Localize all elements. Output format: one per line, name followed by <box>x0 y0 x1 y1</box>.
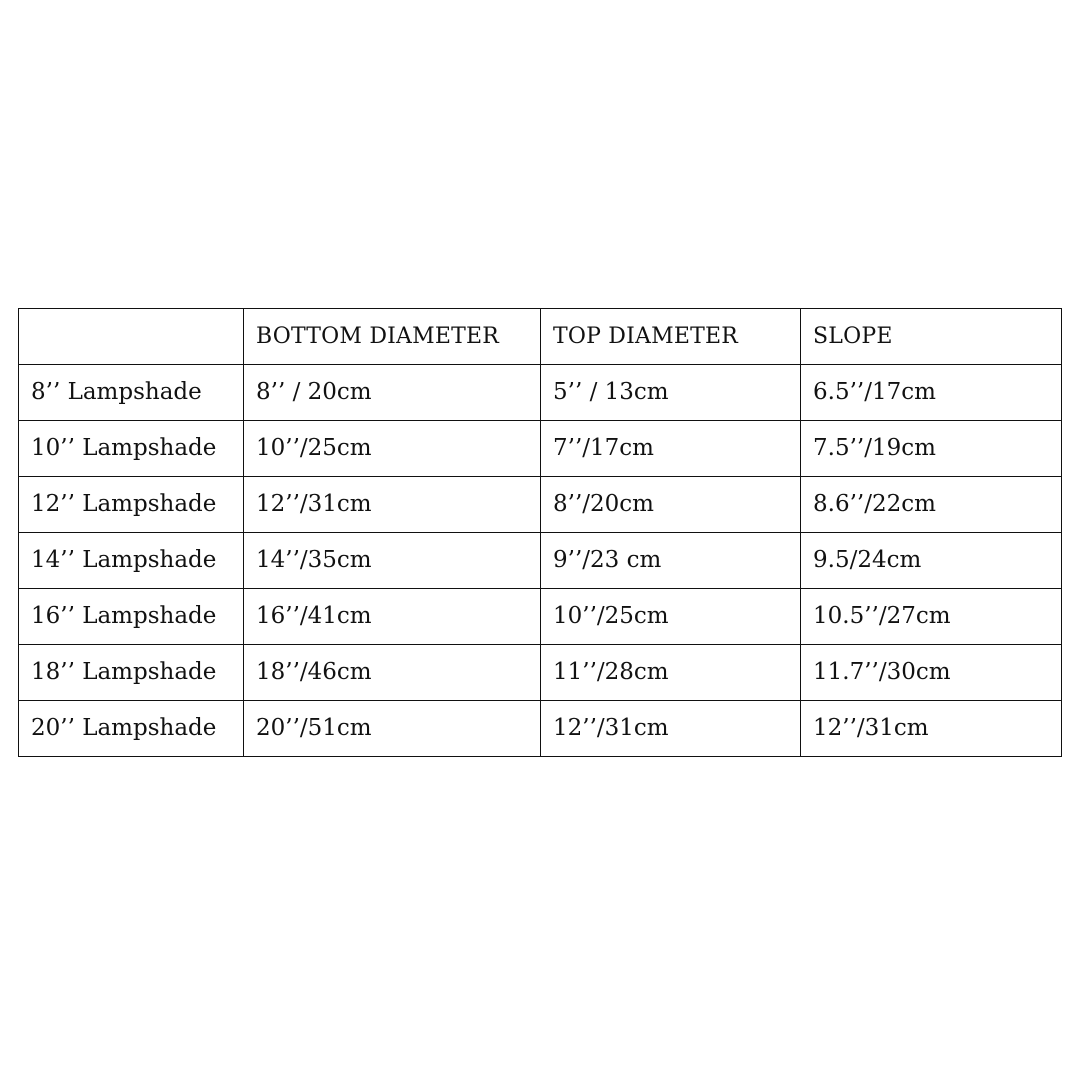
top-diameter-cell: 5’’ / 13cm <box>541 365 801 421</box>
row-label-cell: 14’’ Lampshade <box>19 533 244 589</box>
row-label-cell: 10’’ Lampshade <box>19 421 244 477</box>
header-cell-top-diameter: TOP DIAMETER <box>541 309 801 365</box>
row-label-cell: 16’’ Lampshade <box>19 589 244 645</box>
table-row <box>19 645 1062 701</box>
table-row <box>19 421 1062 477</box>
lampshade-size-table <box>18 308 1062 757</box>
slope-cell: 6.5’’/17cm <box>801 365 1062 421</box>
top-diameter-cell: 12’’/31cm <box>541 701 801 757</box>
row-label-cell: 18’’ Lampshade <box>19 645 244 701</box>
top-diameter-cell: 11’’/28cm <box>541 645 801 701</box>
bottom-diameter-cell: 10’’/25cm <box>244 421 541 477</box>
table-header-row <box>19 309 1062 365</box>
row-label-cell: 8’’ Lampshade <box>19 365 244 421</box>
header-cell-empty <box>19 309 244 365</box>
top-diameter-cell: 8’’/20cm <box>541 477 801 533</box>
top-diameter-cell: 10’’/25cm <box>541 589 801 645</box>
table-row <box>19 701 1062 757</box>
bottom-diameter-cell: 14’’/35cm <box>244 533 541 589</box>
slope-cell: 12’’/31cm <box>801 701 1062 757</box>
slope-cell: 10.5’’/27cm <box>801 589 1062 645</box>
header-cell-bottom-diameter: BOTTOM DIAMETER <box>244 309 541 365</box>
bottom-diameter-cell: 8’’ / 20cm <box>244 365 541 421</box>
bottom-diameter-cell: 20’’/51cm <box>244 701 541 757</box>
row-label-cell: 12’’ Lampshade <box>19 477 244 533</box>
table-row <box>19 533 1062 589</box>
table-row <box>19 589 1062 645</box>
table-row <box>19 365 1062 421</box>
bottom-diameter-cell: 18’’/46cm <box>244 645 541 701</box>
slope-cell: 7.5’’/19cm <box>801 421 1062 477</box>
slope-cell: 9.5/24cm <box>801 533 1062 589</box>
header-cell-slope: SLOPE <box>801 309 1062 365</box>
bottom-diameter-cell: 16’’/41cm <box>244 589 541 645</box>
top-diameter-cell: 9’’/23 cm <box>541 533 801 589</box>
slope-cell: 11.7’’/30cm <box>801 645 1062 701</box>
row-label-cell: 20’’ Lampshade <box>19 701 244 757</box>
top-diameter-cell: 7’’/17cm <box>541 421 801 477</box>
bottom-diameter-cell: 12’’/31cm <box>244 477 541 533</box>
slope-cell: 8.6’’/22cm <box>801 477 1062 533</box>
table-row <box>19 477 1062 533</box>
